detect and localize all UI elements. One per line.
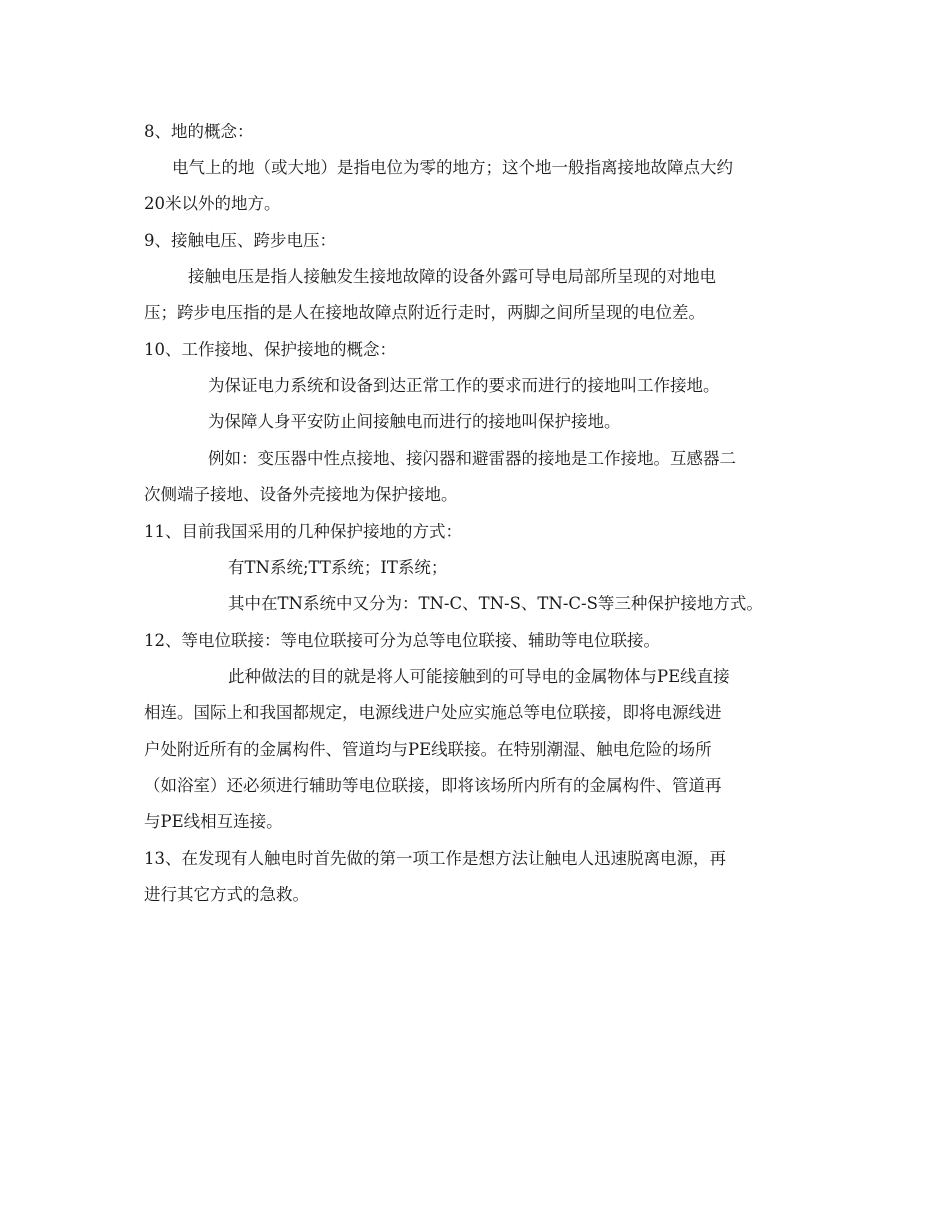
section-8-line-2: 20米以外的地方。	[144, 194, 281, 213]
section-12-line-3: 户处附近所有的金属构件、管道均与PE线联接。在特别潮湿、触电危险的场所	[144, 740, 712, 759]
section-12-heading: 12、等电位联接：等电位联接可分为总等电位联接、辅助等电位联接。	[144, 631, 660, 650]
section-12-line-5: 与PE线相互连接。	[144, 812, 283, 831]
section-13-line-1: 进行其它方式的急救。	[144, 885, 309, 904]
section-10-line-4: 次侧端子接地、设备外壳接地为保护接地。	[144, 485, 458, 504]
section-12-line-2: 相连。国际上和我国都规定，电源线进户处应实施总等电位联接，即将电源线进	[144, 703, 722, 722]
section-10-heading: 10、工作接地、保护接地的概念：	[144, 340, 396, 359]
section-11-line-2: 其中在TN系统中又分为：TN-C、TN-S、TN-C-S等三种保护接地方式。	[228, 594, 763, 613]
section-13-heading: 13、在发现有人触电时首先做的第一项工作是想方法让触电人迅速脱离电源，再	[144, 849, 726, 868]
section-10-line-2: 为保障人身平安防止间接触电而进行的接地叫保护接地。	[208, 412, 621, 431]
section-8-heading: 8、地的概念：	[144, 122, 254, 141]
section-12-line-1: 此种做法的目的就是将人可能接触到的可导电的金属物体与PE线直接	[228, 667, 730, 686]
section-11-line-1: 有TN系统;TT系统；IT系统；	[228, 558, 448, 577]
section-10-line-3: 例如：变压器中性点接地、接闪器和避雷器的接地是工作接地。互感器二	[208, 449, 736, 468]
section-8-line-1: 电气上的地（或大地）是指电位为零的地方；这个地一般指离接地故障点大约	[172, 158, 733, 177]
section-12-line-4: （如浴室）还必须进行辅助等电位联接，即将该场所内所有的金属构件、管道再	[144, 776, 722, 795]
section-9-line-2: 压；跨步电压指的是人在接地故障点附近行走时，两脚之间所呈现的电位差。	[144, 303, 705, 322]
section-11-heading: 11、目前我国采用的几种保护接地的方式：	[144, 522, 462, 541]
section-9-heading: 9、接触电压、跨步电压：	[144, 231, 336, 250]
section-10-line-1: 为保证电力系统和设备到达正常工作的要求而进行的接地叫工作接地。	[208, 376, 720, 395]
section-9-line-1: 接触电压是指人接触发生接地故障的设备外露可导电局部所呈现的对地电	[188, 267, 716, 286]
